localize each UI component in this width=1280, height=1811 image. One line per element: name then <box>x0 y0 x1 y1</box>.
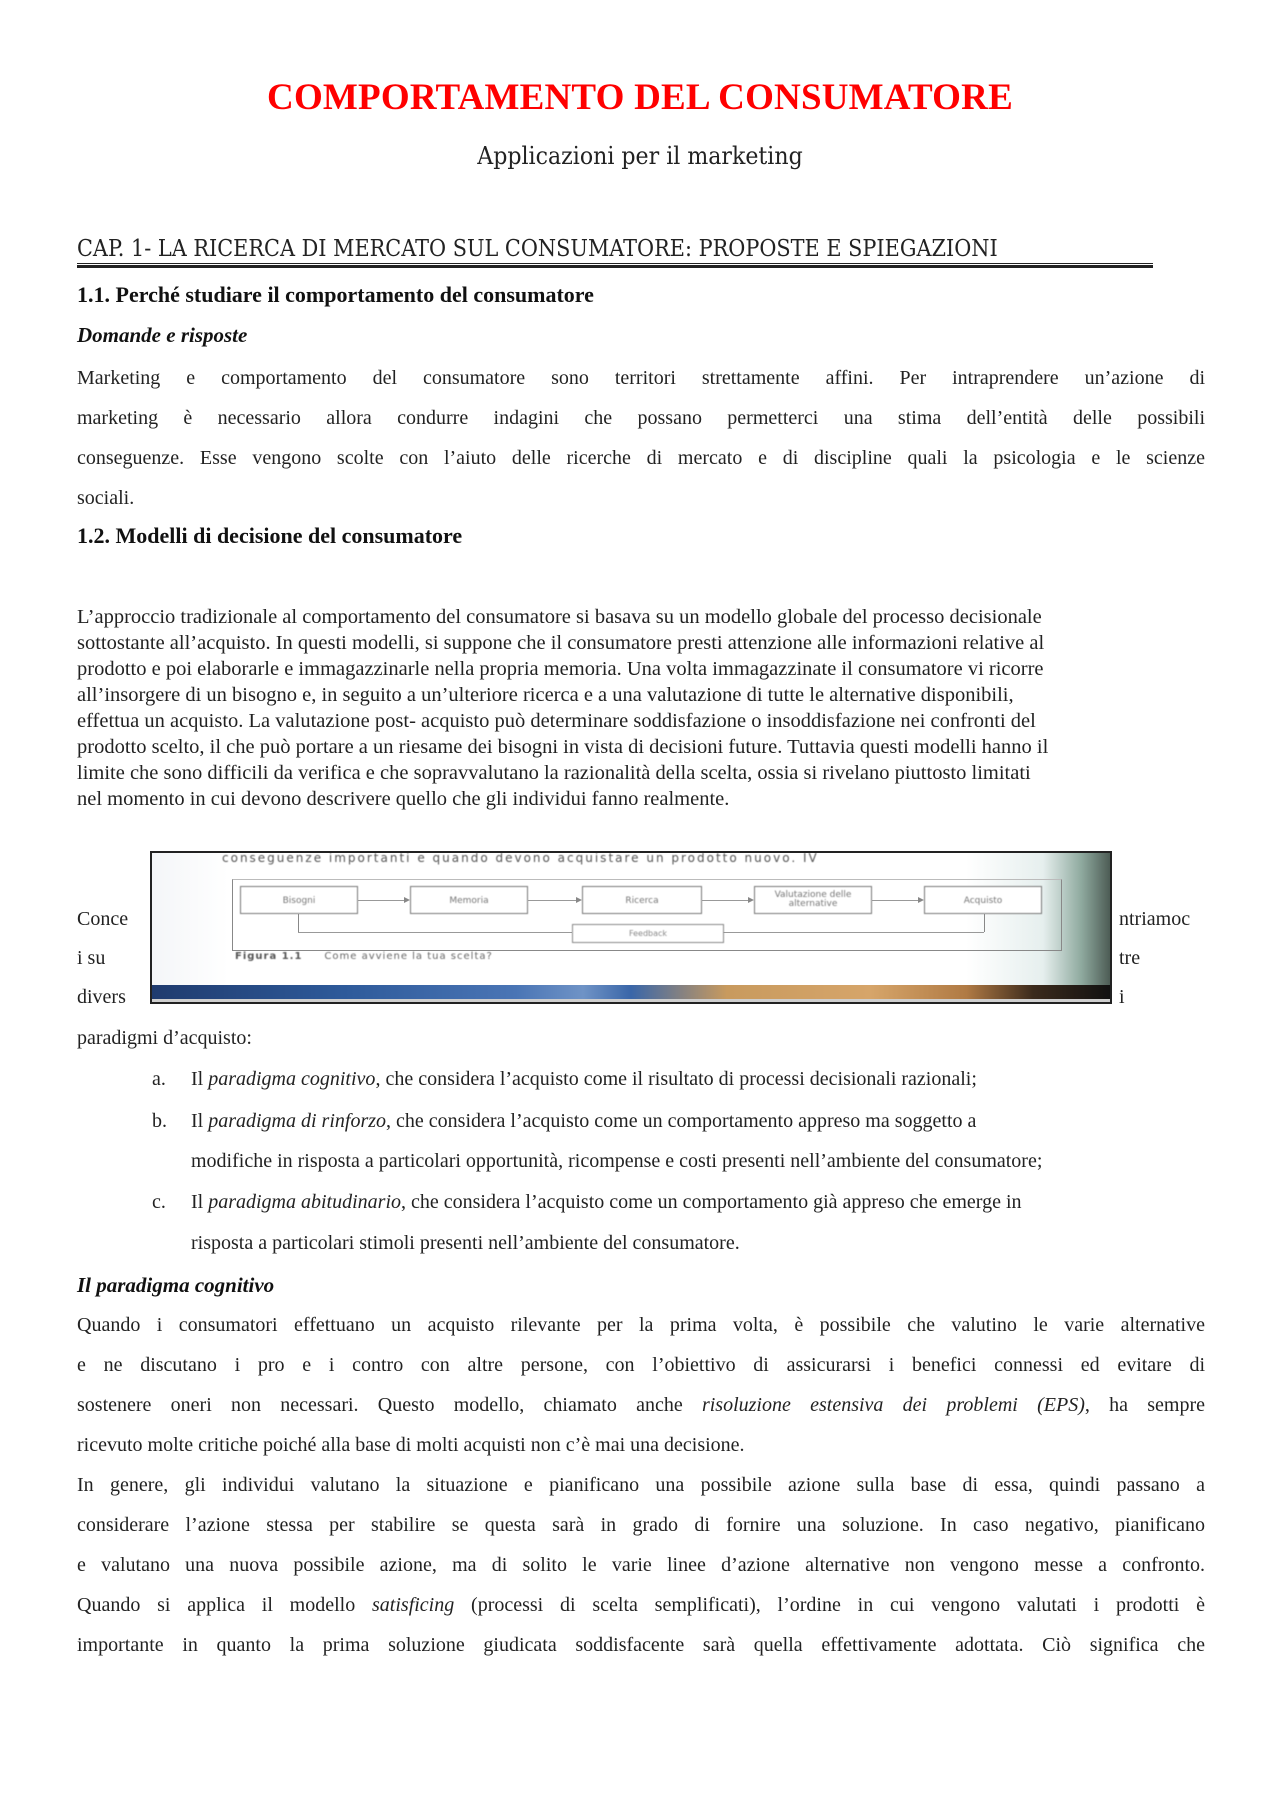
paragraph-line: importante in quanto la prima soluzione giudicata soddisfacente sarà quella effettivamente adottata. Ciò significa che <box>77 1634 1205 1656</box>
feedback-line-up <box>298 914 299 932</box>
paragraph-cognitivo-1 <box>77 1305 1205 1465</box>
text-run: , ha sempre <box>1084 1394 1205 1416</box>
paragraph-line <box>77 1585 1205 1625</box>
list-item-rinforzo-cont: modifiche in risposta a particolari opportunità, ricompense e costi presenti nell’ambiente del consumatore; <box>191 1150 1043 1172</box>
list-item-term: paradigma di rinforzo <box>208 1110 387 1132</box>
list-marker: c. <box>152 1191 166 1213</box>
paragraph-line: nel momento in cui devono descrivere quello che gli individui fanno realmente. <box>77 788 730 810</box>
emphasis-eps: risoluzione estensiva dei problemi (EPS) <box>701 1394 1085 1416</box>
document-title: COMPORTAMENTO DEL CONSUMATORE <box>267 77 1013 118</box>
paragraph-line: L’approccio tradizionale al comportamento del consumatore si basava su un modello globale del processo decisionale <box>77 606 1042 628</box>
paragraph-line: marketing è necessario allora condurre indagini che possano permetterci una stima dell’entità delle possibili <box>77 407 1205 429</box>
figure-top-text: conseguenze importanti e quando devono acquistare un prodotto nuovo. IV <box>222 853 819 865</box>
paragraph-line: e valutano una nuova possibile azione, ma di solito le varie linee d’azione alternative non vengono messe a confronto. <box>77 1554 1205 1576</box>
wrap-left-fragment: i su <box>77 947 106 969</box>
section-heading-1-2: 1.2. Modelli di decisione del consumatore <box>77 523 463 548</box>
flow-box-valutazione: Valutazione delle alternative <box>754 886 872 914</box>
list-item-rinforzo <box>191 1110 976 1133</box>
flow-arrow <box>358 900 408 901</box>
text-run: (processi di scelta semplificati), l’ordine in cui vengono valutati i prodotti è <box>454 1594 1205 1616</box>
list-item-text: , che considera l’acquisto come un comportamento appreso ma soggetto a <box>386 1110 977 1132</box>
flow-box-memoria: Memoria <box>410 886 528 914</box>
chapter-underline-thin <box>77 263 1153 264</box>
paragraph-line: prodotto scelto, il che può portare a un riesame dei bisogni in vista di decisioni future. Tuttavia questi modelli hanno il <box>77 736 1049 758</box>
text-run: Quando si applica il modello <box>77 1594 373 1616</box>
feedback-line-right <box>722 932 984 933</box>
feedback-line-down <box>984 914 985 932</box>
chapter-underline-thick <box>77 265 1153 268</box>
list-item-term: paradigma abitudinario <box>208 1191 402 1213</box>
list-item-abitudinario <box>191 1191 1022 1214</box>
paragraph-line: prodotto e poi elaborarle e immagazzinarle nella propria memoria. Una volta immagazzinate il consumatore vi ricorre <box>77 658 1044 680</box>
list-item-prefix: Il <box>191 1191 209 1213</box>
paragraph-line: effettua un acquisto. La valutazione post- acquisto può determinare soddisfazione o insoddisfazione nei confronti del <box>77 710 1036 732</box>
wrap-left-fragment: divers <box>77 986 126 1008</box>
list-item-cognitivo <box>191 1068 977 1091</box>
subheading-domande-risposte: Domande e risposte <box>77 323 248 347</box>
paragraph-line: In genere, gli individui valutano la situazione e pianificano una possibile azione sulla base di essa, quindi passano a <box>77 1474 1205 1496</box>
figure-caption <box>235 951 493 962</box>
subheading-paradigma-cognitivo: Il paradigma cognitivo <box>77 1273 275 1297</box>
paragraph-line: all’insorgere di un bisogno e, in seguito a un’ulteriore ricerca e a una valutazione di tutte le alternative disponibili, <box>77 684 1014 706</box>
wrap-continuation: paradigmi d’acquisto: <box>77 1027 252 1049</box>
flow-box-acquisto: Acquisto <box>924 886 1042 914</box>
list-item-text: , che considera l’acquisto come il risultato di processi decisionali razionali; <box>375 1068 977 1090</box>
emphasis-satisficing: satisficing <box>372 1594 455 1616</box>
list-item-text: , che considera l’acquisto come un comportamento già appreso che emerge in <box>401 1191 1022 1213</box>
paragraph-cognitivo-2 <box>77 1465 1205 1665</box>
chapter-heading: CAP. 1- LA RICERCA DI MERCATO SUL CONSUMATORE: PROPOSTE E SPIEGAZIONI <box>77 236 998 262</box>
section-heading-1-1: 1.1. Perché studiare il comportamento del consumatore <box>77 282 594 307</box>
paragraph-line: e ne discutano i pro e i contro con altre persone, con l’obiettivo di assicurarsi i benefici connessi ed evitare di <box>77 1354 1205 1376</box>
flow-box-ricerca: Ricerca <box>582 886 702 914</box>
wrap-left-fragment: Conce <box>77 908 129 930</box>
flow-box-bisogni: Bisogni <box>240 886 358 914</box>
wrap-right-fragment: ntriamoc <box>1119 908 1191 930</box>
figure-taskbar-strip <box>152 985 1110 1002</box>
paragraph-line: Quando i consumatori effettuano un acquisto rilevante per la prima volta, è possibile che valutino le varie alternative <box>77 1314 1205 1336</box>
text-run: sostenere oneri non necessari. Questo modello, chiamato anche <box>77 1394 702 1416</box>
list-marker: b. <box>152 1110 167 1132</box>
flow-arrow <box>872 900 922 901</box>
paragraph-marketing <box>77 358 1205 518</box>
list-item-prefix: Il <box>191 1110 209 1132</box>
paragraph-line: conseguenze. Esse vengono scolte con l’aiuto delle ricerche di mercato e di discipline quali la psicologia e le scienze <box>77 447 1205 469</box>
paragraph-line: limite che sono difficili da verifica e che sopravvalutano la razionalità della scelta, ossia si rivelano piuttosto limitati <box>77 762 1031 784</box>
feedback-line-left <box>298 932 572 933</box>
flow-box-feedback: Feedback <box>572 924 724 943</box>
wrap-right-fragment: i <box>1119 986 1125 1008</box>
flow-arrow <box>702 900 752 901</box>
paragraph-line <box>77 1385 1205 1425</box>
list-item-abitudinario-cont: risposta a particolari stimoli presenti nell’ambiente del consumatore. <box>191 1232 740 1254</box>
list-item-prefix: Il <box>191 1068 209 1090</box>
paragraph-line: sottostante all’acquisto. In questi modelli, si suppone che il consumatore presti attenzione alle informazioni relative al <box>77 632 1045 654</box>
figure-caption-text: Come avviene la tua scelta? <box>324 951 493 962</box>
document-subtitle: Applicazioni per il marketing <box>477 142 803 170</box>
wrap-right-fragment: tre <box>1119 947 1141 969</box>
paragraph-line: ricevuto molte critiche poiché alla base di molti acquisti non c’è mai una decisione. <box>77 1434 745 1456</box>
list-marker: a. <box>152 1068 166 1090</box>
figure-caption-number: Figura 1.1 <box>235 951 303 962</box>
paragraph-line: sociali. <box>77 487 135 509</box>
paragraph-line: considerare l’azione stessa per stabilire se questa sarà in grado di fornire una soluzione. In caso negativo, pianificano <box>77 1514 1205 1536</box>
flow-arrow <box>528 900 580 901</box>
decision-process-figure <box>150 851 1112 1004</box>
paragraph-line: Marketing e comportamento del consumatore sono territori strettamente affini. Per intraprendere un’azione di <box>77 367 1205 389</box>
paragraph-approccio-tradizionale <box>77 604 1205 812</box>
list-item-term: paradigma cognitivo <box>208 1068 376 1090</box>
